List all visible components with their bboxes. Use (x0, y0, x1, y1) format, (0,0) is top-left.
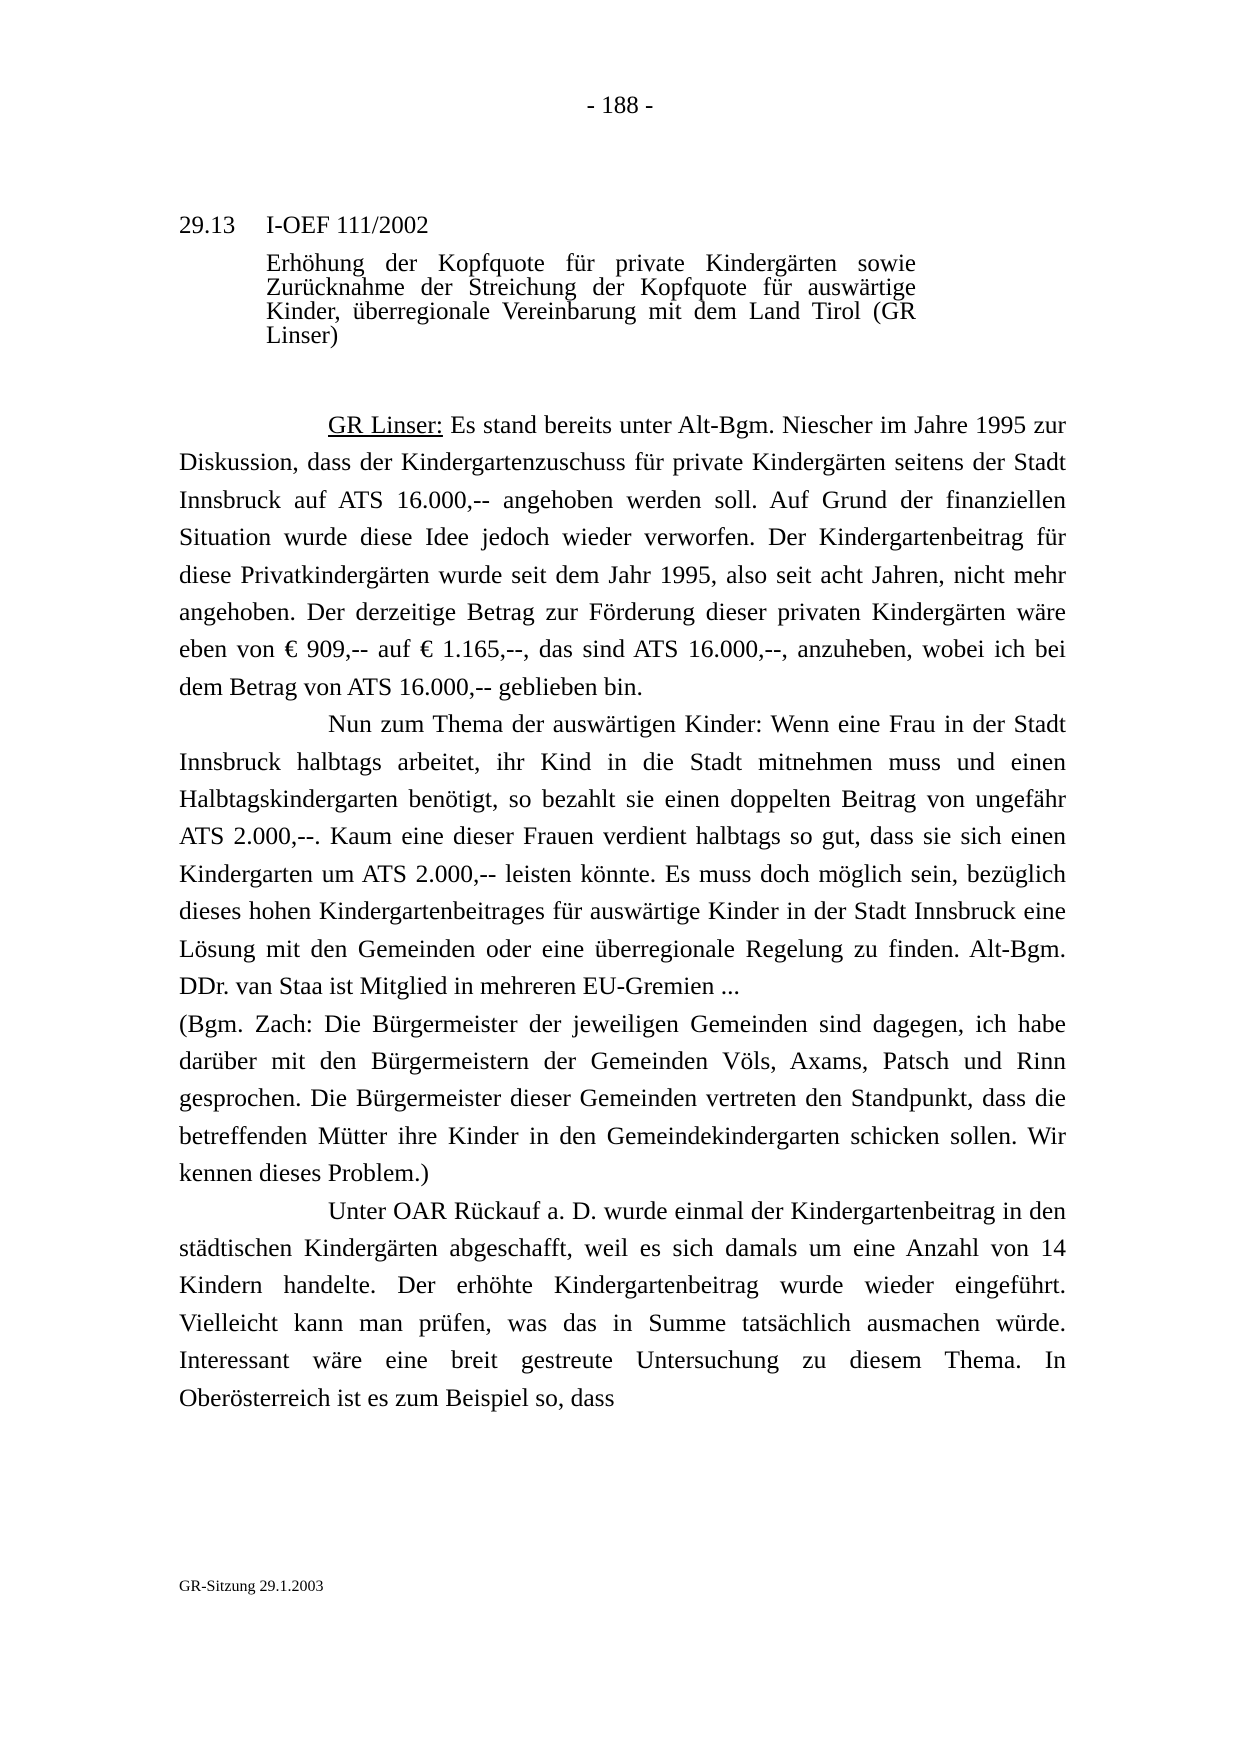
paragraph-external-children: Nun zum Thema der auswärtigen Kinder: Wenn eine Frau in der Stadt Innsbruck halbtags arbeitet, ihr Kind in die Stadt mitnehmen muss und einen Halbtagskindergarten benötigt, so bezahlt sie einen doppelten Beitrag von ungefähr ATS 2.000,--. Kaum eine dieser Frauen verdient halbtags so gut, dass sie sich einen Kindergarten um ATS 2.000,-- leisten könnte. Es muss doch möglich sein, bezüglich dieses hohen Kindergartenbeitrages für auswärtige Kinder in der Stadt Innsbruck eine Lösung mit den Gemeinden oder eine überregionale Regelung zu finden. Alt-Bgm. DDr. van Staa ist Mitglied in mehreren EU-Gremien ... (179, 709, 1066, 1001)
footer-session-date: GR-Sitzung 29.1.2003 (179, 1578, 324, 1595)
agenda-item-reference: I-OEF 111/2002 (266, 212, 429, 239)
paragraph-speaker-statement (179, 406, 1066, 705)
paragraph-text: Es stand bereits unter Alt-Bgm. Niescher im Jahre 1995 zur Diskussion, dass der Kindergartenzuschuss für private Kindergärten seitens der Stadt Innsbruck auf ATS 16.000,-- angehoben werden soll. Auf Grund der finanziellen Situation wurde diese Idee jedoch wieder verworfen. Der Kindergartenbeitrag für diese Privatkindergärten wurde seit dem Jahr 1995, also seit acht Jahren, nicht mehr angehoben. Der derzeitige Betrag zur Förderung dieser privaten Kindergärten wäre eben von € 909,-- auf € 1.165,--, das sind ATS 16.000,--, anzuheben, wobei ich bei dem Betrag von ATS 16.000,-- geblieben bin. (179, 410, 1067, 701)
agenda-item-subject: Erhöhung der Kopfquote für private Kindergärten sowie Zurücknahme der Streichung der Kopfquote für auswärtige Kinder, überregionale Vereinbarung mit dem Land Tirol (GR Linser) (266, 250, 916, 349)
paragraph-contribution-history: Unter OAR Rückauf a. D. wurde einmal der Kindergartenbeitrag in den städtischen Kindergärten abgeschafft, weil es sich damals um eine Anzahl von 14 Kindern handelte. Der erhöhte Kindergartenbeitrag wurde wieder eingeführt. Vielleicht kann man prüfen, was das in Summe tatsächlich ausmachen würde. Interessant wäre eine breit gestreute Untersuchung zu diesem Thema. In Oberösterreich ist es zum Beispiel so, dass (179, 1195, 1066, 1412)
agenda-item-number: 29.13 (179, 212, 236, 239)
minutes-body (179, 406, 1066, 1416)
agenda-item-header (179, 212, 429, 240)
speaker-name: GR Linser: (328, 410, 443, 439)
interjection-mayor: (Bgm. Zach: Die Bürgermeister der jeweiligen Gemeinden sind dagegen, ich habe darüber mit den Bürgermeistern der Gemeinden Völs, Axams, Patsch und Rinn gesprochen. Die Bürgermeister dieser Gemeinden vertreten den Standpunkt, dass die betreffenden Mütter ihre Kinder in den Gemeindekindergarten schicken sollen. Wir kennen dieses Problem.) (179, 1008, 1066, 1188)
page-number: - 188 - (586, 92, 654, 119)
